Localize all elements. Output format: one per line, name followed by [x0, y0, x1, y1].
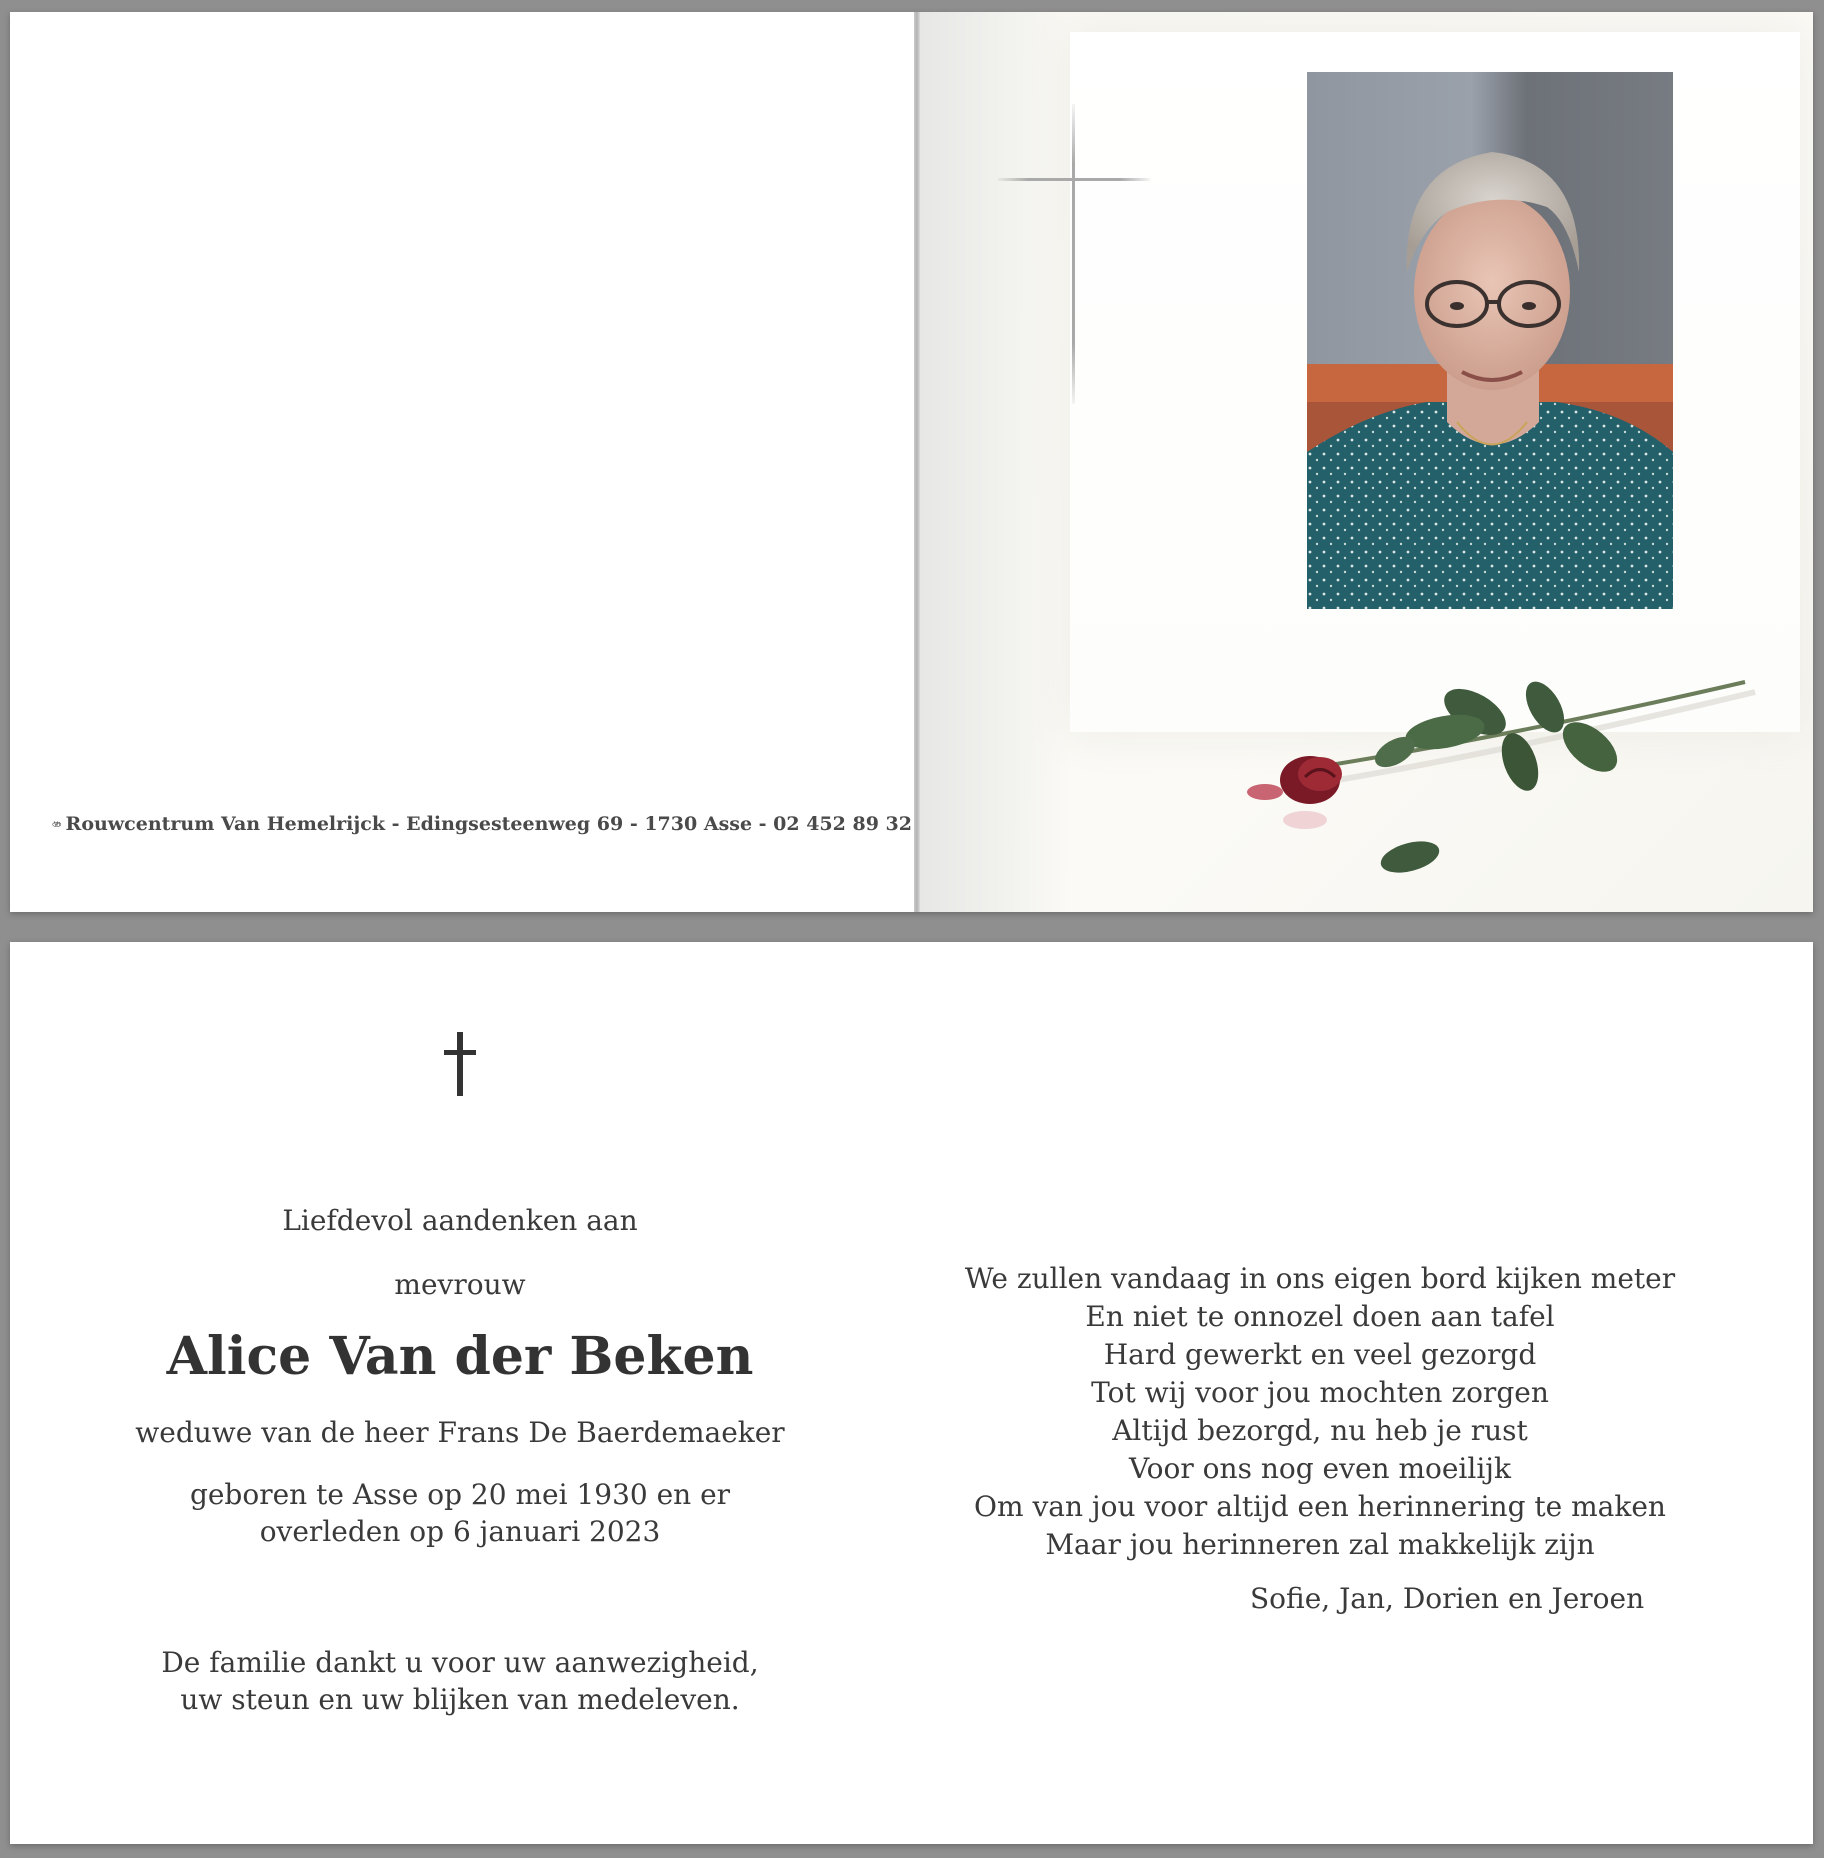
shadow-band	[920, 12, 1070, 912]
poem-line: Om van jou voor altijd een herinnering te maken	[974, 1490, 1666, 1523]
red-rose-icon	[1235, 652, 1765, 902]
poem-line: We zullen vandaag in ons eigen bord kijken meter	[964, 1262, 1676, 1295]
poem-line: En niet te onnozel doen aan tafel	[1085, 1300, 1555, 1333]
poem-line: Maar jou herinneren zal makkelijk zijn	[1045, 1528, 1595, 1561]
latin-cross-icon	[440, 1032, 480, 1096]
life-dates	[10, 1476, 910, 1550]
obituary-column	[10, 942, 910, 1844]
in-memory-heading: Liefdevol aandenken aan	[282, 1204, 638, 1237]
poem-line: Altijd bezorgd, nu heb je rust	[1112, 1414, 1528, 1447]
died-line: overleden op 6 januari 2023	[259, 1515, 661, 1548]
poem-column	[910, 942, 1813, 1844]
family-signature: Sofie, Jan, Dorien en Jeroen	[1250, 1582, 1645, 1615]
thin-cross-icon	[1072, 104, 1075, 404]
poem-line: Voor ons nog even moeilijk	[1129, 1452, 1511, 1485]
funeral-home-line	[52, 808, 912, 840]
deceased-name: Alice Van der Beken	[166, 1326, 754, 1387]
spouse-line: weduwe van de heer Frans De Baerdemaeker	[135, 1416, 785, 1449]
cross-symbol	[10, 1032, 910, 1100]
front-panel	[920, 12, 1813, 912]
poem-line: Tot wij voor jou mochten zorgen	[1091, 1376, 1549, 1409]
funeral-home-text: Rouwcentrum Van Hemelrijck - Edingsesteenweg 69 - 1730 Asse - 02 452 89 32	[65, 813, 912, 835]
inner-card	[10, 942, 1813, 1844]
thanks-line-2: uw steun en uw blijken van medeleven.	[180, 1683, 740, 1716]
thanks-text	[10, 1644, 910, 1718]
portrait-photo	[1307, 72, 1673, 609]
poem	[910, 1260, 1730, 1564]
thanks-line-1: De familie dankt u voor uw aanwezigheid,	[161, 1646, 759, 1679]
vh-monogram-icon	[52, 808, 62, 840]
back-panel	[10, 12, 914, 912]
born-line: geboren te Asse op 20 mei 1930 en er	[189, 1478, 731, 1511]
outer-card	[10, 12, 1813, 912]
poem-line: Hard gewerkt en veel gezorgd	[1103, 1338, 1537, 1371]
thin-cross-bar	[998, 178, 1150, 181]
title-prefix: mevrouw	[394, 1268, 526, 1301]
